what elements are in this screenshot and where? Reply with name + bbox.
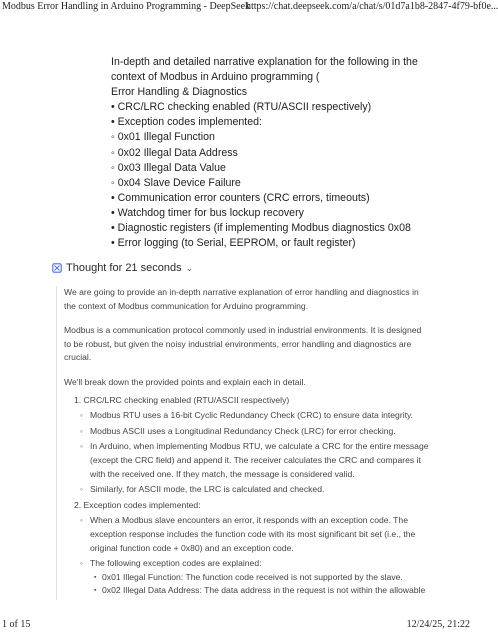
reasoning-content	[56, 286, 430, 600]
list-item: ▪ 0x01 Illegal Function: The function code received is not supported by the slave.	[96, 571, 430, 585]
reasoning-list	[64, 394, 430, 598]
deepthink-icon	[52, 263, 62, 273]
list-item: ◦ When a Modbus slave encounters an error, it responds with an exception code. The exception response includes the function code with its most significant bit set (i.e., the original function code + 0x80) and an exception code.	[90, 514, 430, 555]
sub-list	[74, 514, 430, 598]
list-item: ◦ Modbus ASCII uses a Longitudinal Redundancy Check (LRC) for error checking.	[90, 425, 430, 439]
list-item: ◦ In Arduino, when implementing Modbus RTU, we calculate a CRC for the entire message (except the CRC field) and append it. The receiver calculates the CRC and compares it with the received one. If they match, the message is considered valid.	[90, 440, 430, 481]
reasoning-paragraph: We'll break down the provided points and explain each in detail.	[64, 376, 306, 387]
list-item: ◦ Similarly, for ASCII mode, the LRC is calculated and checked.	[90, 483, 430, 497]
list-item-text: The following exception codes are explained:	[90, 558, 262, 569]
sub-sub-list	[90, 571, 430, 598]
user-message-line: context of Modbus in Arduino programming (	[111, 71, 320, 84]
page-title: Modbus Error Handling in Arduino Programming - DeepSeek	[2, 1, 251, 12]
user-message-line: Error Handling & Diagnostics	[111, 86, 248, 99]
user-message-line: • Communication error counters (CRC errors, timeouts)	[111, 191, 370, 204]
list-item-title: 2. Exception codes implemented:	[74, 499, 201, 510]
chevron-down-icon: ⌄	[185, 262, 194, 273]
list-item	[74, 499, 430, 598]
sub-list	[74, 409, 430, 497]
user-message	[111, 55, 418, 251]
user-message-line: • Exception codes implemented:	[111, 116, 262, 129]
list-item	[74, 394, 430, 497]
list-item: ◦ Modbus RTU uses a 16-bit Cyclic Redundancy Check (CRC) to ensure data integrity.	[90, 409, 430, 423]
page-url: https://chat.deepseek.com/a/chat/s/01d7a1b8-2847-4f79-bf0e...	[246, 1, 498, 12]
user-message-line: • Diagnostic registers (if implementing Modbus diagnostics 0x08	[111, 222, 411, 235]
user-message-line: • CRC/LRC checking enabled (RTU/ASCII respectively)	[111, 101, 372, 114]
thought-toggle[interactable]	[52, 262, 193, 274]
user-message-line: ◦ 0x04 Slave Device Failure	[111, 176, 241, 189]
page-number: 1 of 15	[2, 619, 31, 630]
list-item: ▪ 0x02 Illegal Data Address: The data address in the request is not within the allowable	[96, 584, 430, 598]
list-item-title: 1. CRC/LRC checking enabled (RTU/ASCII respectively)	[74, 394, 290, 405]
user-message-line: ◦ 0x01 Illegal Function	[111, 131, 215, 144]
list-item	[90, 557, 430, 598]
reasoning-paragraph: Modbus is a communication protocol commonly used in industrial environments. It is designed to be robust, but given the noisy industrial environments, error handling and diagnostics are crucial.	[64, 325, 422, 363]
user-message-line: • Error logging (to Serial, EEPROM, or fault register)	[111, 237, 356, 250]
user-message-line: • Watchdog timer for bus lockup recovery	[111, 206, 304, 219]
user-message-line: ◦ 0x02 Illegal Data Address	[111, 146, 238, 159]
print-footer	[0, 618, 474, 632]
user-message-line: In-depth and detailed narrative explanation for the following in the	[111, 56, 418, 68]
user-message-line: ◦ 0x03 Illegal Data Value	[111, 161, 226, 174]
reasoning-paragraph: We are going to provide an in-depth narrative explanation of error handling and diagnostics in the context of Modbus communication for Arduino programming.	[64, 287, 419, 311]
thought-label: Thought for 21 seconds	[66, 262, 182, 274]
print-date: 12/24/25, 21:22	[406, 619, 470, 630]
print-header	[0, 0, 498, 14]
